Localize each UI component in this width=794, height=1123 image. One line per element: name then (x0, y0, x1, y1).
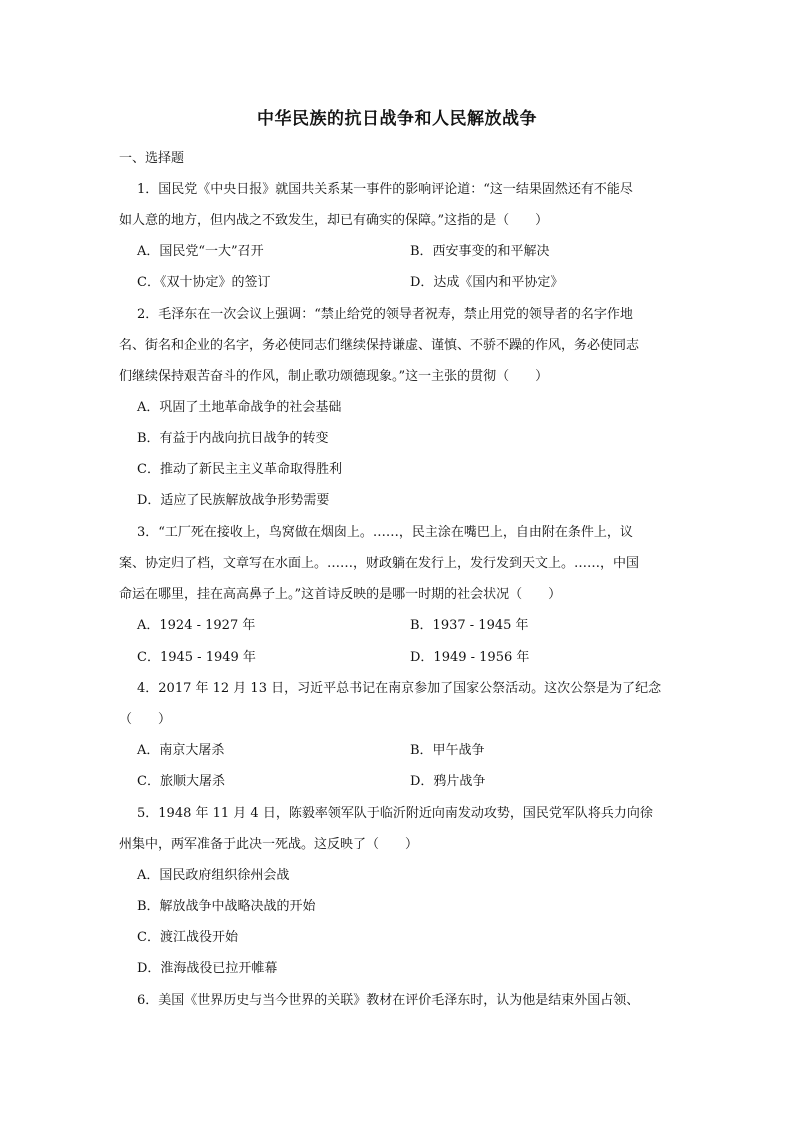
question-1-option-a: A．国民党“一大”召开 (137, 244, 264, 259)
question-1-option-d: D．达成《国内和平协定》 (410, 275, 564, 290)
question-2-option-a: A．巩固了土地革命战争的社会基础 (137, 400, 342, 415)
question-4-line-1: 4．2017 年 12 月 13 日，习近平总书记在南京参加了国家公祭活动。这次公祭是为了纪念 (137, 681, 662, 696)
question-1-line-2: 如人意的地方，但内战之不致发生，却已有确实的保障。”这指的是（ ） (119, 213, 549, 228)
question-5-option-c: C．渡江战役开始 (137, 930, 238, 945)
section-heading: 一、选择题 (119, 151, 185, 166)
question-1-option-b: B．西安事变的和平解决 (410, 244, 550, 259)
question-5-line-1: 5．1948 年 11 月 4 日，陈毅率领军队于临沂附近向南发动攻势，国民党军队将兵力向徐 (137, 806, 653, 821)
question-5-option-a: A．国民政府组织徐州会战 (137, 868, 290, 883)
question-6-line-1: 6．美国《世界历史与当今世界的关联》教材在评价毛泽东时，认为他是结束外国占领、 (137, 993, 640, 1008)
question-2-line-1: 2．毛泽东在一次会议上强调：“禁止给党的领导者祝寿，禁止用党的领导者的名字作地 (137, 307, 633, 322)
question-5-option-b: B．解放战争中战略决战的开始 (137, 899, 316, 914)
question-3-line-1: 3．“工厂死在接收上，鸟窝做在烟囱上。……，民主涂在嘴巴上，自由附在条件上，议 (137, 525, 633, 540)
question-3-option-d: D．1949 - 1956 年 (410, 650, 530, 665)
question-4-option-c: C．旅顺大屠杀 (137, 774, 225, 789)
question-3-line-3: 命运在哪里，挂在高高鼻子上。”这首诗反映的是哪一时期的社会状况（ ） (119, 587, 562, 602)
question-2-line-2: 名、街名和企业的名字，务必使同志们继续保持谦虚、谨慎、不骄不躁的作风，务必使同志 (119, 338, 640, 353)
question-3-option-a: A．1924 - 1927 年 (137, 618, 256, 633)
question-4-line-2: （ ） (119, 712, 172, 727)
question-1-option-c: C．《双十协定》的签订 (137, 275, 271, 290)
question-3-option-c: C．1945 - 1949 年 (137, 650, 256, 665)
question-4-option-b: B．甲午战争 (410, 743, 485, 758)
question-2-option-d: D．适应了民族解放战争形势需要 (137, 493, 330, 508)
question-4-option-a: A．南京大屠杀 (137, 743, 225, 758)
question-2-option-b: B．有益于内战向抗日战争的转变 (137, 431, 329, 446)
question-5-line-2: 州集中，两军准备于此决一死战。这反映了（ ） (119, 837, 419, 852)
question-5-option-d: D．淮海战役已拉开帷幕 (137, 961, 278, 976)
question-3-option-b: B．1937 - 1945 年 (410, 618, 529, 633)
page-title: 中华民族的抗日战争和人民解放战争 (257, 109, 537, 129)
question-2-option-c: C．推动了新民主主义革命取得胜利 (137, 462, 342, 477)
question-4-option-d: D．鸦片战争 (410, 774, 486, 789)
question-1-line-1: 1．国民党《中央日报》就国共关系某一事件的影响评论道：“这一结果固然还有不能尽 (137, 182, 633, 197)
question-2-line-3: 们继续保持艰苦奋斗的作风，制止歌功颂德现象。”这一主张的贯彻（ ） (119, 369, 549, 384)
question-3-line-2: 案、协定归了档，文章写在水面上。……，财政躺在发行上，发行发到天文上。……，中国 (119, 556, 640, 571)
